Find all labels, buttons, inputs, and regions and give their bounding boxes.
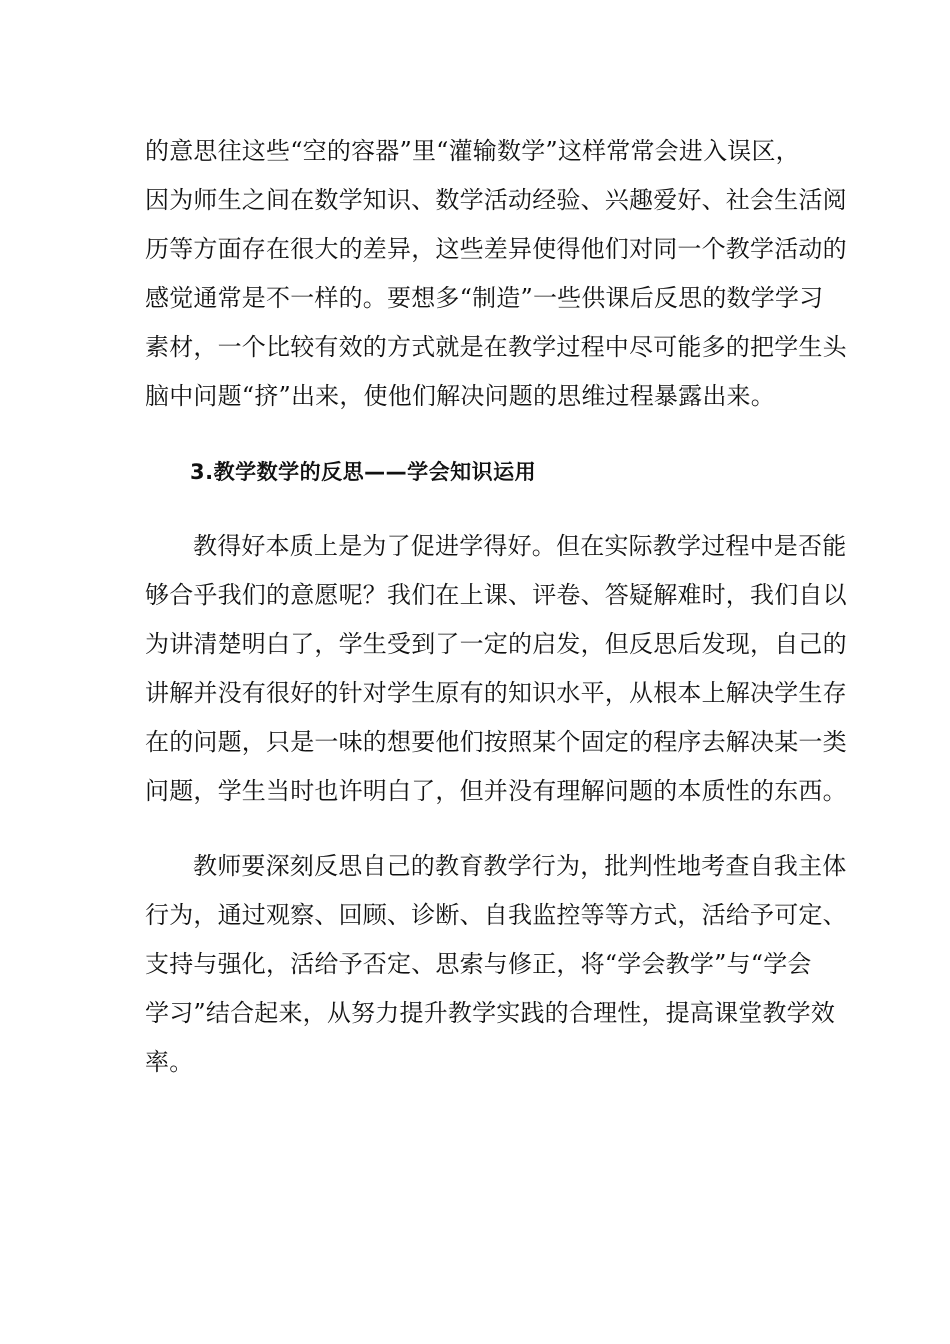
paragraph-line: 行为，通过观察、回顾、诊断、自我监控等等方式，活给予可定、 bbox=[145, 901, 847, 929]
paragraph-line: 素材，一个比较有效的方式就是在教学过程中尽可能多的把学生头 bbox=[145, 333, 847, 361]
paragraph-line: 讲解并没有很好的针对学生原有的知识水平，从根本上解决学生存 bbox=[145, 679, 847, 707]
section-heading: 3.教学数学的反思——学会知识运用 bbox=[190, 460, 537, 484]
paragraph-line: 历等方面存在很大的差异，这些差异使得他们对同一个教学活动的 bbox=[145, 235, 847, 263]
paragraph-line: 教师要深刻反思自己的教育教学行为，批判性地考查自我主体 bbox=[193, 852, 847, 880]
paragraph-line: 率。 bbox=[145, 1048, 194, 1076]
paragraph-line: 问题，学生当时也许明白了，但并没有理解问题的本质性的东西。 bbox=[145, 777, 847, 805]
paragraph-line: 学习”结合起来，从努力提升教学实践的合理性，提高课堂教学效 bbox=[145, 999, 836, 1027]
paragraph-line: 脑中问题“挤”出来，使他们解决问题的思维过程暴露出来。 bbox=[145, 382, 775, 410]
paragraph-line: 够合乎我们的意愿呢？我们在上课、评卷、答疑解难时，我们自以 bbox=[145, 581, 847, 609]
paragraph-line: 教得好本质上是为了促进学得好。但在实际教学过程中是否能 bbox=[193, 532, 847, 560]
paragraph-line: 的意思往这些“空的容器”里“灌输数学”这样常常会进入误区， bbox=[145, 137, 800, 165]
paragraph-line: 因为师生之间在数学知识、数学活动经验、兴趣爱好、社会生活阅 bbox=[145, 186, 847, 214]
paragraph-line: 支持与强化，活给予否定、思索与修正，将“学会教学”与“学会 bbox=[145, 950, 812, 978]
paragraph-line: 为讲清楚明白了，学生受到了一定的启发，但反思后发现，自己的 bbox=[145, 630, 847, 658]
paragraph-line: 在的问题，只是一味的想要他们按照某个固定的程序去解决某一类 bbox=[145, 728, 847, 756]
paragraph-line: 感觉通常是不一样的。要想多“制造”一些供课后反思的数学学习 bbox=[145, 284, 824, 312]
